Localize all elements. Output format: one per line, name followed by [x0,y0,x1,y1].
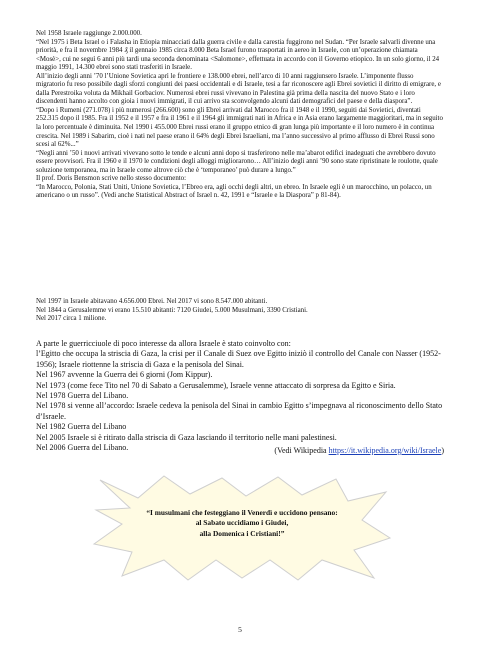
quote-line: “I musulmani che festeggiano il Venerdì e uccidono pensano: [146,508,338,517]
paragraph: A parte le guerricciuole di poco interesse da allora Israele è stato coinvolto con: [36,339,291,348]
quote-text [92,508,392,539]
wikipedia-link[interactable]: https://it.wikipedia.org/wiki/Israele [328,446,442,455]
paragraph: “In Marocco, Polonia, Stati Uniti, Unione Sovietica, l’Ebreo era, agli occhi degli altri, un ebreo. In Israele egli è un marocchino, un polacco, un americano o un russo”. (Vedi anche Statistical Abstract of Israel n. 42, 1991 e “Israele e la Diaspora” p 81-84). [36,183,432,200]
quote-line: alla Domenica i Cristiani!” [199,528,285,538]
population-section [36,298,444,324]
paragraph: Nel 1978 Guerra del Libano. [36,391,129,401]
paragraph: All’inizio degli anni ’70 l’Unione Sovietica aprì le frontiere e 138.000 ebrei, nell’arco di 10 anni raggiunsero Israele. L’imponente flusso migratorio fu reso possibile dagli sforzi congiunti dei paesi occidentali e di Israele, tesi a far riconoscere agli Ebrei sovietici il diritto di emigrare, e dalla Perestroika voluta da Mikhail Gorbaciov. Numerosi ebrei russi vivevano in Palestina già prima della nascita del nuovo Stato e i loro discendenti hanno accolto con gioia i nuovi immigrati, il cui arrivo sta sconvolgendo alcuni dati demografici del paese e della diaspora”. [36,72,441,106]
paragraph: Nel 1978 si venne all’accordo: Israele cedeva la penisola del Sinai in cambio Egitto s’impegnava al riconoscimento dello Stato d’Israele. [36,401,443,421]
paragraph: “Dopo i Rumeni (271.078) i più numerosi (266.600) sono gli Ebrei arrivati dal Marocco fra il 1948 e il 1990, seguiti dai Sovietici, diventati 252.315 dopo il 1985. Fra il 1952 e il 1957 e fra il 1961 e il 1964 gli immigrati nati in Africa e in Asia erano largamente maggioritari, ma in seguito la loro percentuale è diminuita. Nel 1990 i 455.000 Ebrei russi erano il gruppo etnico di gran lunga più importante e il loro numero è in continua crescita. Nel 1989 i Sabarim, cioè i nati nel paese erano il 64% degli Ebrei Israeliani, ma l’anno successivo al primo afflusso di Ebrei Russi sono scesi al 62%...” [36,106,443,149]
page-number: 5 [238,625,242,634]
paragraph: Nel 2006 Guerra del Libano. [36,443,129,453]
paragraph: Nel 1982 Guerra del Libano [36,422,127,432]
quote-line: al Sabato uccidiamo i Giudei, [195,518,289,528]
paragraph: “Negli anni ’50 i nuovi arrivati vivevano sotto le tende e alcuni anni dopo si trasferirono nelle ma’abarot edifici inadeguati che avrebbero dovuto essere provvisori. Fra il 1960 e il 1970 le condizioni degli alloggi migliorarono… All’inizio degli anni ’90 sono state ripristinate le roulotte, quale soluzione temporanea, ma in Israele come altrove ciò che è ‘temporaneo’ può durare a lungo.” [36,149,438,174]
paragraph: “Nel 1975 i Beta Israel o i Falasha in Etiopia minacciati dalla guerra civile e dalla carestia fuggirono nel Sudan. “Per Israele salvarli divenne una priorità, e fra il novembre 1984 ₰ il gennaio 1985 circa 8.000 Beta Israel furono trasportati in aereo in Israele, con un’operazione chiamata <Mosè>, cui ne seguì 6 anni più tardi una seconda denominata <Salomone>, effettuata in accordo con il Governo etiopico. In un solo giorno, il 24 maggio 1991, 14.300 ebrei sono stati trasferiti in Israele. [36,38,440,72]
paragraph: Il prof. Doris Bensmon scrive nello stesso documento: [36,175,187,183]
paragraph: Nel 1958 Israele raggiunge 2.000.000. [36,30,142,37]
immigration-section [36,30,444,201]
source-reference [36,446,444,456]
paragraph: Nel 1973 (come fece Tito nel 70 di Sabato a Gerusalemme), Israele venne attaccato di sorpresa da Egitto e Siria. [36,380,396,390]
source-prefix: (Vedi Wikipedia [274,446,329,455]
quote-callout [92,474,392,582]
paragraph: Nel 1997 in Israele abitavano 4.656.000 Ebrei. Nel 2017 vi sono 8.547.000 abitanti. [36,298,268,305]
source-suffix: ) [441,446,444,455]
paragraph: Nel 2017 circa 1 milione. [36,315,107,323]
paragraph: Nel 1967 avvenne la Guerra dei 6 giorni (Jom Kippur). [36,370,213,380]
paragraph: Nel 2005 Israele si è ritirato dalla striscia di Gaza lasciando il territorio nelle mani palestinesi. [36,432,337,442]
paragraph: l’Egitto che occupa la striscia di Gaza, la crisi per il Canale di Suez ove Egitto iniziò il controllo del Canale con Nasser (1952-1956); Israele riottenne la striscia di Gaza e la penisola del Sinai. [36,349,441,369]
paragraph: Nel 1844 a Gerusalemme vi erano 15.510 abitanti: 7120 Giudei, 5.000 Musulmani, 3390 Cristiani. [36,306,308,314]
wars-section [36,339,444,453]
